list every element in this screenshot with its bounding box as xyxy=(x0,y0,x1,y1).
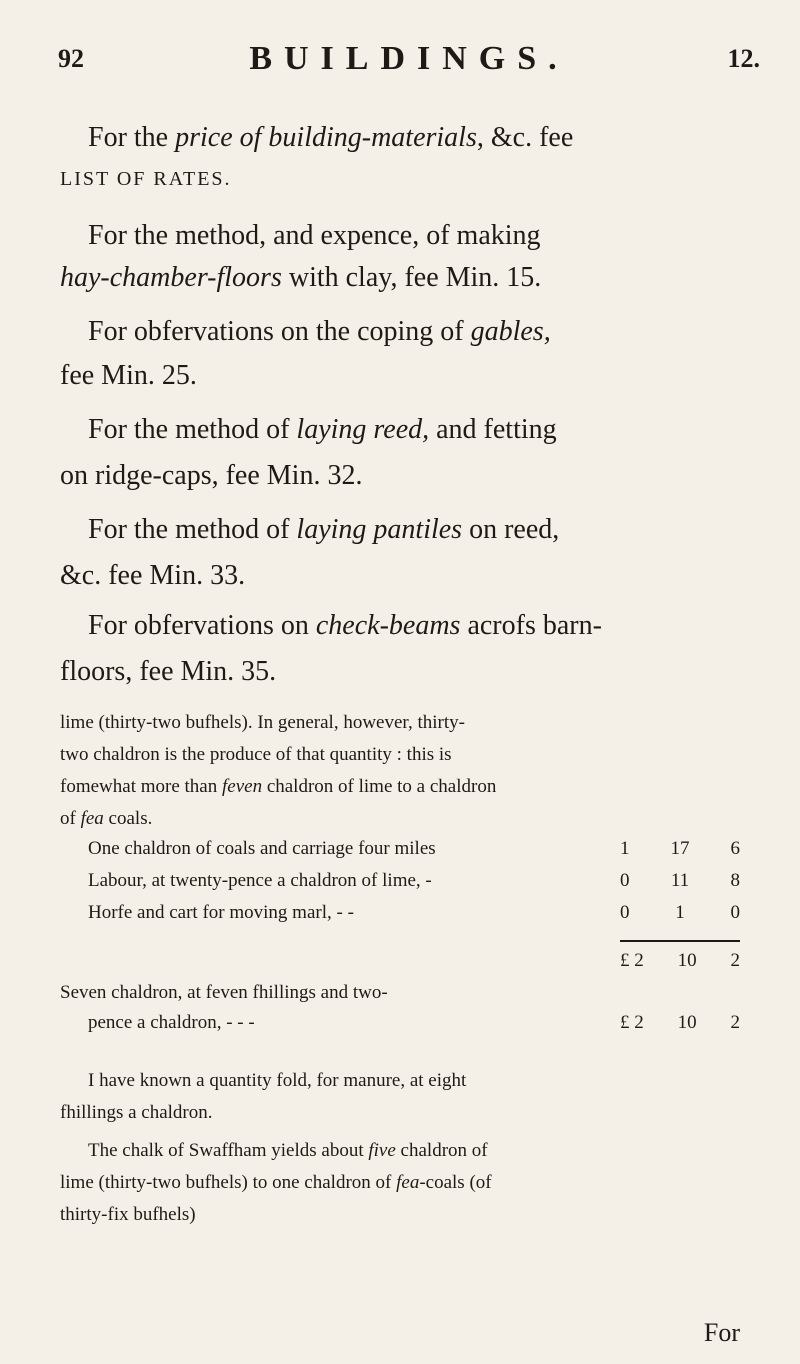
body-line-2: two chaldron is the produce of that quantity : this is xyxy=(60,744,452,765)
ledger-total: £ 2 10 2 xyxy=(620,950,740,971)
para-beams-line2: floors, fee Min. 35. xyxy=(60,656,277,687)
body-line-4: of fea coals. xyxy=(60,808,153,829)
para-price-line1: For the price of building-materials, &c. fee xyxy=(88,122,574,153)
ledger-amount: 0 11 8 xyxy=(620,870,740,891)
para-beams-line1: For obfervations on check-beams acrofs barn- xyxy=(88,610,602,641)
seven-chaldron-line2: pence a chaldron, - - - £ 2 10 2 xyxy=(88,1012,740,1033)
ledger-amount: 0 1 0 xyxy=(620,902,740,923)
closing-line-3: The chalk of Swaffham yields about five chaldron of xyxy=(88,1140,488,1161)
ledger-row-labour: Labour, at twenty-pence a chaldron of lime, - 0 11 8 xyxy=(88,870,740,891)
body-line-3: fomewhat more than feven chaldron of lime to a chaldron xyxy=(60,776,497,797)
para-pantiles-line2: &c. fee Min. 33. xyxy=(60,560,246,591)
seven-chaldron-line1: Seven chaldron, at feven fhillings and two- xyxy=(60,982,388,1003)
body-line-1: lime (thirty-two bufhels). In general, however, thirty- xyxy=(60,712,465,733)
section-number: 12. xyxy=(727,44,760,73)
para-gables-line2: fee Min. 25. xyxy=(60,360,197,391)
closing-line-1: I have known a quantity fold, for manure, at eight xyxy=(88,1070,467,1091)
ledger-row-horse: Horfe and cart for moving marl, - - 0 1 0 xyxy=(88,902,740,923)
page-number: 92 xyxy=(58,44,84,73)
sum-rule xyxy=(620,940,740,942)
para-reed-line1: For the method of laying reed, and fetting xyxy=(88,414,557,445)
ledger-row-coals: One chaldron of coals and carriage four miles 1 17 6 xyxy=(88,838,740,859)
closing-line-5: thirty-fix bufhels) xyxy=(60,1204,196,1225)
para-hay-line2: hay-chamber-floors with clay, fee Min. 15. xyxy=(60,262,542,293)
running-title: BUILDINGS. xyxy=(249,40,569,77)
closing-line-4: lime (thirty-two bufhels) to one chaldron of fea-coals (of xyxy=(60,1172,492,1193)
catchword: For xyxy=(703,1318,740,1347)
para-gables-line1: For obfervations on the coping of gables, xyxy=(88,316,551,347)
closing-line-2: fhillings a chaldron. xyxy=(60,1102,213,1123)
para-reed-line2: on ridge-caps, fee Min. 32. xyxy=(60,460,363,491)
list-of-rates-ref: LIST OF RATES. xyxy=(60,168,232,190)
para-pantiles-line1: For the method of laying pantiles on reed, xyxy=(88,514,560,545)
running-header xyxy=(58,40,760,80)
para-hay-line1: For the method, and expence, of making xyxy=(88,220,541,251)
ledger-amount: 1 17 6 xyxy=(620,838,740,859)
